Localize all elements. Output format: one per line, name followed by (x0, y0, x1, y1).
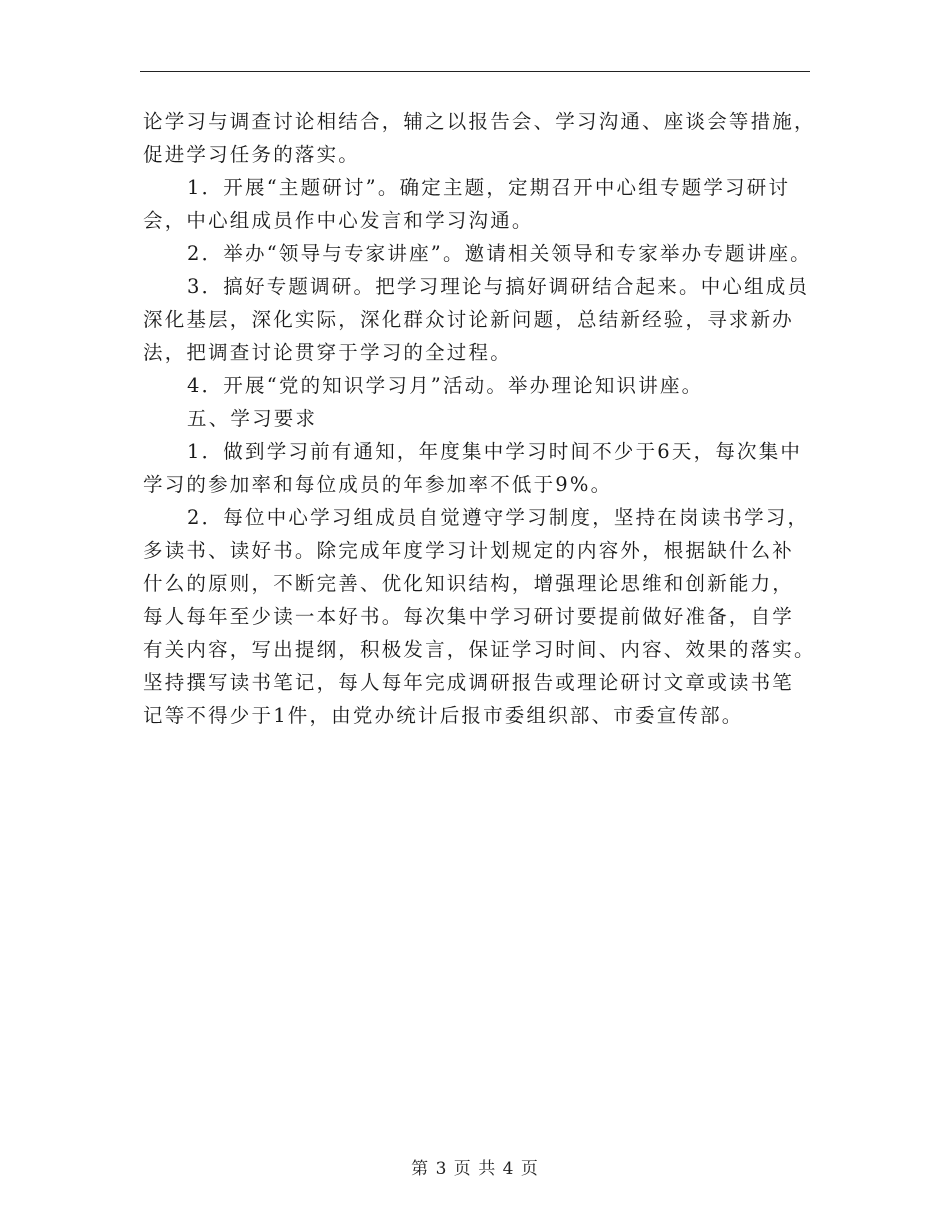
paragraph-line: 论学习与调查讨论相结合，辅之以报告会、学习沟通、座谈会等措施， (143, 110, 816, 133)
page-number-footer: 第 3 页 共 4 页 (411, 1159, 539, 1179)
paragraph-line: 学习的参加率和每位成员的年参加率不低于9%。 (143, 473, 613, 496)
paragraph-line: 法，把调查讨论贯穿于学习的全过程。 (143, 341, 512, 364)
paragraph-line: 4．开展“党的知识学习月”活动。举办理论知识讲座。 (187, 374, 704, 397)
paragraph-line: 2．举办“领导与专家讲座”。邀请相关领导和专家举办专题讲座。 (187, 242, 812, 265)
paragraph-line: 每人每年至少读一本好书。每次集中学习研讨要提前做好准备，自学 (143, 605, 795, 628)
paragraph-line: 记等不得少于1件，由党办统计后报市委组织部、市委宣传部。 (143, 704, 744, 727)
paragraph-line: 1．开展“主题研讨”。确定主题，定期召开中心组专题学习研讨 (187, 176, 791, 199)
paragraph-line: 坚持撰写读书笔记，每人每年完成调研报告或理论研讨文章或读书笔 (143, 671, 795, 694)
paragraph-line: 促进学习任务的落实。 (143, 143, 361, 166)
paragraph-line: 会，中心组成员作中心发言和学习沟通。 (143, 209, 534, 232)
paragraph-line: 什么的原则，不断完善、优化知识结构，增强理论思维和创新能力， (143, 572, 795, 595)
paragraph-line: 3．搞好专题调研。把学习理论与搞好调研结合起来。中心组成员 (187, 275, 810, 298)
paragraph-line: 深化基层，深化实际，深化群众讨论新问题，总结新经验，寻求新办 (143, 308, 795, 331)
paragraph-line: 多读书、读好书。除完成年度学习计划规定的内容外，根据缺什么补 (143, 539, 795, 562)
section-heading: 五、学习要求 (187, 407, 318, 430)
paragraph-line: 2．每位中心学习组成员自觉遵守学习制度，坚持在岗读书学习， (187, 506, 810, 529)
paragraph-line: 有关内容，写出提纲，积极发言，保证学习时间、内容、效果的落实。 (143, 638, 816, 661)
paragraph-line: 1．做到学习前有通知，年度集中学习时间不少于6天，每次集中 (187, 440, 803, 463)
